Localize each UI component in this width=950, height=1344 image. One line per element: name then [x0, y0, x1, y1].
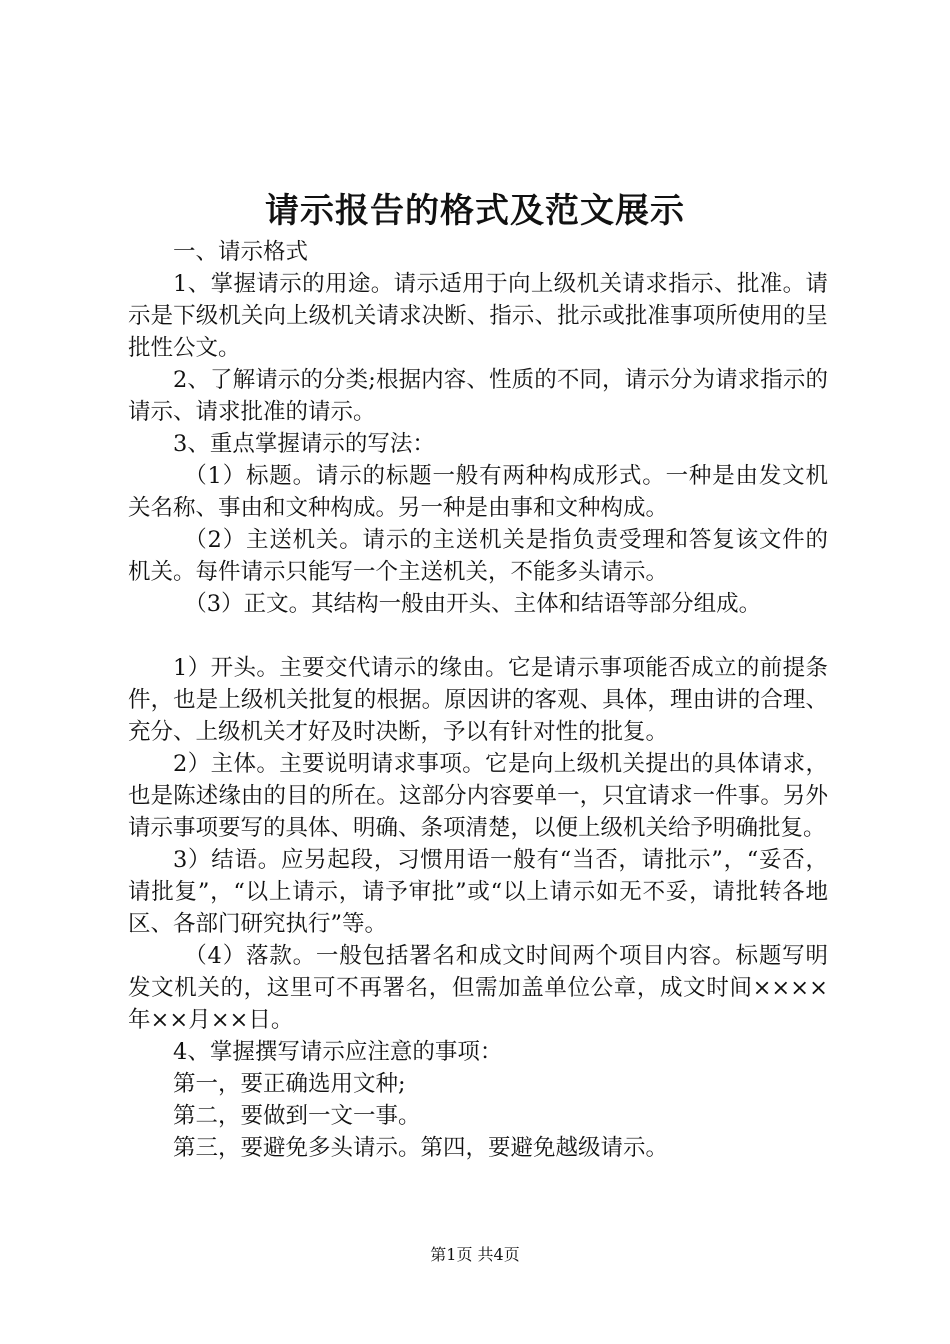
- paragraph-recipient-rule: （2）主送机关。请示的主送机关是指负责受理和答复该文件的机关。每件请示只能写一个主送机关，不能多头请示。: [128, 527, 828, 585]
- paragraph-classification: 2、了解请示的分类;根据内容、性质的不同，请示分为请求指示的请示、请求批准的请示。: [128, 367, 828, 425]
- paragraph-opening: 1）开头。主要交代请示的缘由。它是请示事项能否成立的前提条件，也是上级机关批复的根据。原因讲的客观、具体，理由讲的合理、充分、上级机关才好及时决断，予以有针对性的批复。: [128, 655, 828, 745]
- paragraph-main-body: 2）主体。主要说明请求事项。它是向上级机关提出的具体请求，也是陈述缘由的目的所在。这部分内容要单一，只宜请求一件事。另外请示事项要写的具体、明确、条项清楚，以便上级机关给予明确批复。: [128, 751, 828, 841]
- paragraph-note-1: 第一，要正确选用文种;: [173, 1071, 406, 1097]
- paragraph-signature: （4）落款。一般包括署名和成文时间两个项目内容。标题写明发文机关的，这里可不再署名，但需加盖单位公章，成文时间××××年××月××日。: [128, 943, 828, 1033]
- paragraph-closing: 3）结语。应另起段，习惯用语一般有“当否，请批示”，“妥否，请批复”，“以上请示，请予审批”或“以上请示如无不妥，请批转各地区、各部门研究执行”等。: [128, 847, 828, 937]
- paragraph-title-rule: （1）标题。请示的标题一般有两种构成形式。一种是由发文机关名称、事由和文种构成。另一种是由事和文种构成。: [128, 463, 828, 521]
- paragraph-purpose: 1、掌握请示的用途。请示适用于向上级机关请求指示、批准。请示是下级机关向上级机关请求决断、指示、批示或批准事项所使用的呈批性公文。: [128, 271, 828, 361]
- document-title: 请示报告的格式及范文展示: [265, 191, 685, 231]
- document-body: [128, 236, 828, 1164]
- page-number: 第1页 共4页: [430, 1245, 520, 1264]
- paragraph-note-2: 第二，要做到一文一事。: [173, 1103, 421, 1129]
- paragraph-writing-method: 3、重点掌握请示的写法：: [173, 431, 435, 457]
- paragraph-main-text-rule: （3）正文。其结构一般由开头、主体和结语等部分组成。: [184, 591, 762, 617]
- paragraph-note-3-4: 第三，要避免多头请示。第四，要避免越级请示。: [173, 1135, 669, 1161]
- section-heading: 一、请示格式: [173, 239, 309, 265]
- paragraph-notes-heading: 4、掌握撰写请示应注意的事项：: [173, 1039, 503, 1065]
